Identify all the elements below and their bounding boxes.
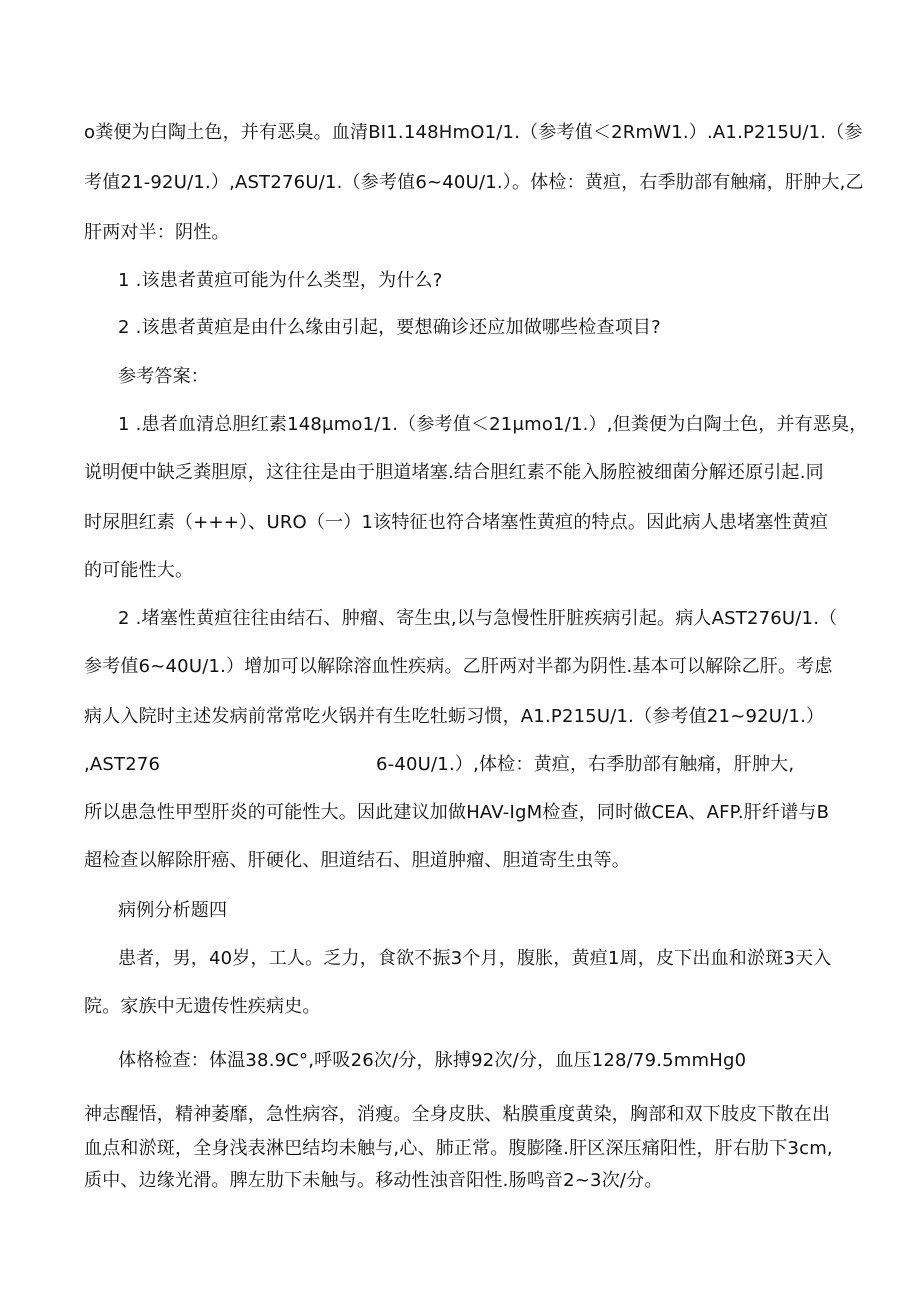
answer-heading: 参考答案： [118,366,209,387]
text-line: 考值21-92U/1.）,AST276U/1.（参考值6~40U/1.）。体检：黄疸，右季肋部有触痛，肝肿大,乙 [84,172,864,193]
text-line: 超检查以解除肝癌、肝硬化、胆道结石、胆道肿瘤、胆道寄生虫等。 [84,850,630,871]
text-line: 体格检查：体温38.9C°,呼吸26次/分，脉搏92次/分，血压128/79.5mmHg0 [118,1050,747,1071]
text-line: 2 .堵塞性黄疸往往由结石、肿瘤、寄生虫,以与急慢性肝脏疾病引起。病人AST276U/1.（ [118,608,838,629]
question-1: 1 .该患者黄疸可能为什么类型，为什么? [118,270,443,291]
text-line: 参考值6~40U/1.）增加可以解除溶血性疾病。乙肝两对半都为阴性.基本可以解除乙肝。考虑 [84,656,833,677]
text-line: 血点和淤斑，全身浅表淋巴结均未触与,心、肺正常。腹膨隆.肝区深压痛阳性，肝右肋下3cm, [84,1138,833,1159]
text-line: 质中、边缘光滑。脾左肋下未触与。移动性浊音阳性.肠鸣音2~3次/分。 [84,1170,663,1191]
text-line: o粪便为白陶土色，并有恶臭。血清BI1.148HmO1/1.（参考值＜2RmW1.）.A1.P215U/1.（参 [84,122,863,143]
text-line: 时尿胆红素（+++）、URO（一）1该特征也符合堵塞性黄疸的特点。因此病人患堵塞性黄疸 [84,512,829,533]
text-line: 病人入院时主述发病前常常吃火锅并有生吃牡蛎习惯，A1.P215U/1.（参考值21~92U/1.） [84,706,825,727]
question-2: 2 .该患者黄疸是由什么缘由引起，要想确诊还应加做哪些检查项目? [118,317,661,338]
text-line: 1 .患者血清总胆红素148μmo1/1.（参考值＜21μmo1/1.）,但粪便为白陶土色，并有恶臭， [118,414,868,435]
text-line: 所以患急性甲型肝炎的可能性大。因此建议加做HAV-IgM检查，同时做CEA、AFP.肝纤谱与B [84,802,830,823]
text-line: 的可能性大。 [84,560,194,581]
text-line: 肝两对半：阴性。 [84,222,230,243]
text-line: 院。家族中无遗传性疾病史。 [84,996,321,1017]
text-line: 神志醒悟，精神萎靡，急性病容，消瘦。全身皮肤、粘膜重度黄染，胸部和双下肢皮下散在出 [84,1104,831,1125]
section-title: 病例分析题四 [118,900,228,921]
text-line: 说明便中缺乏粪胆原，这往往是由于胆道堵塞.结合胆红素不能入肠腔被细菌分解还原引起.同 [84,462,824,483]
text-line: 患者，男，40岁，工人。乏力，食欲不振3个月，腹胀，黄疸1周，皮下出血和淤斑3天入 [118,948,832,969]
text-line: ,AST276 [84,754,161,775]
text-line: 6-40U/1.）,体检：黄疸，右季肋部有触痛，肝肿大, [376,754,795,775]
